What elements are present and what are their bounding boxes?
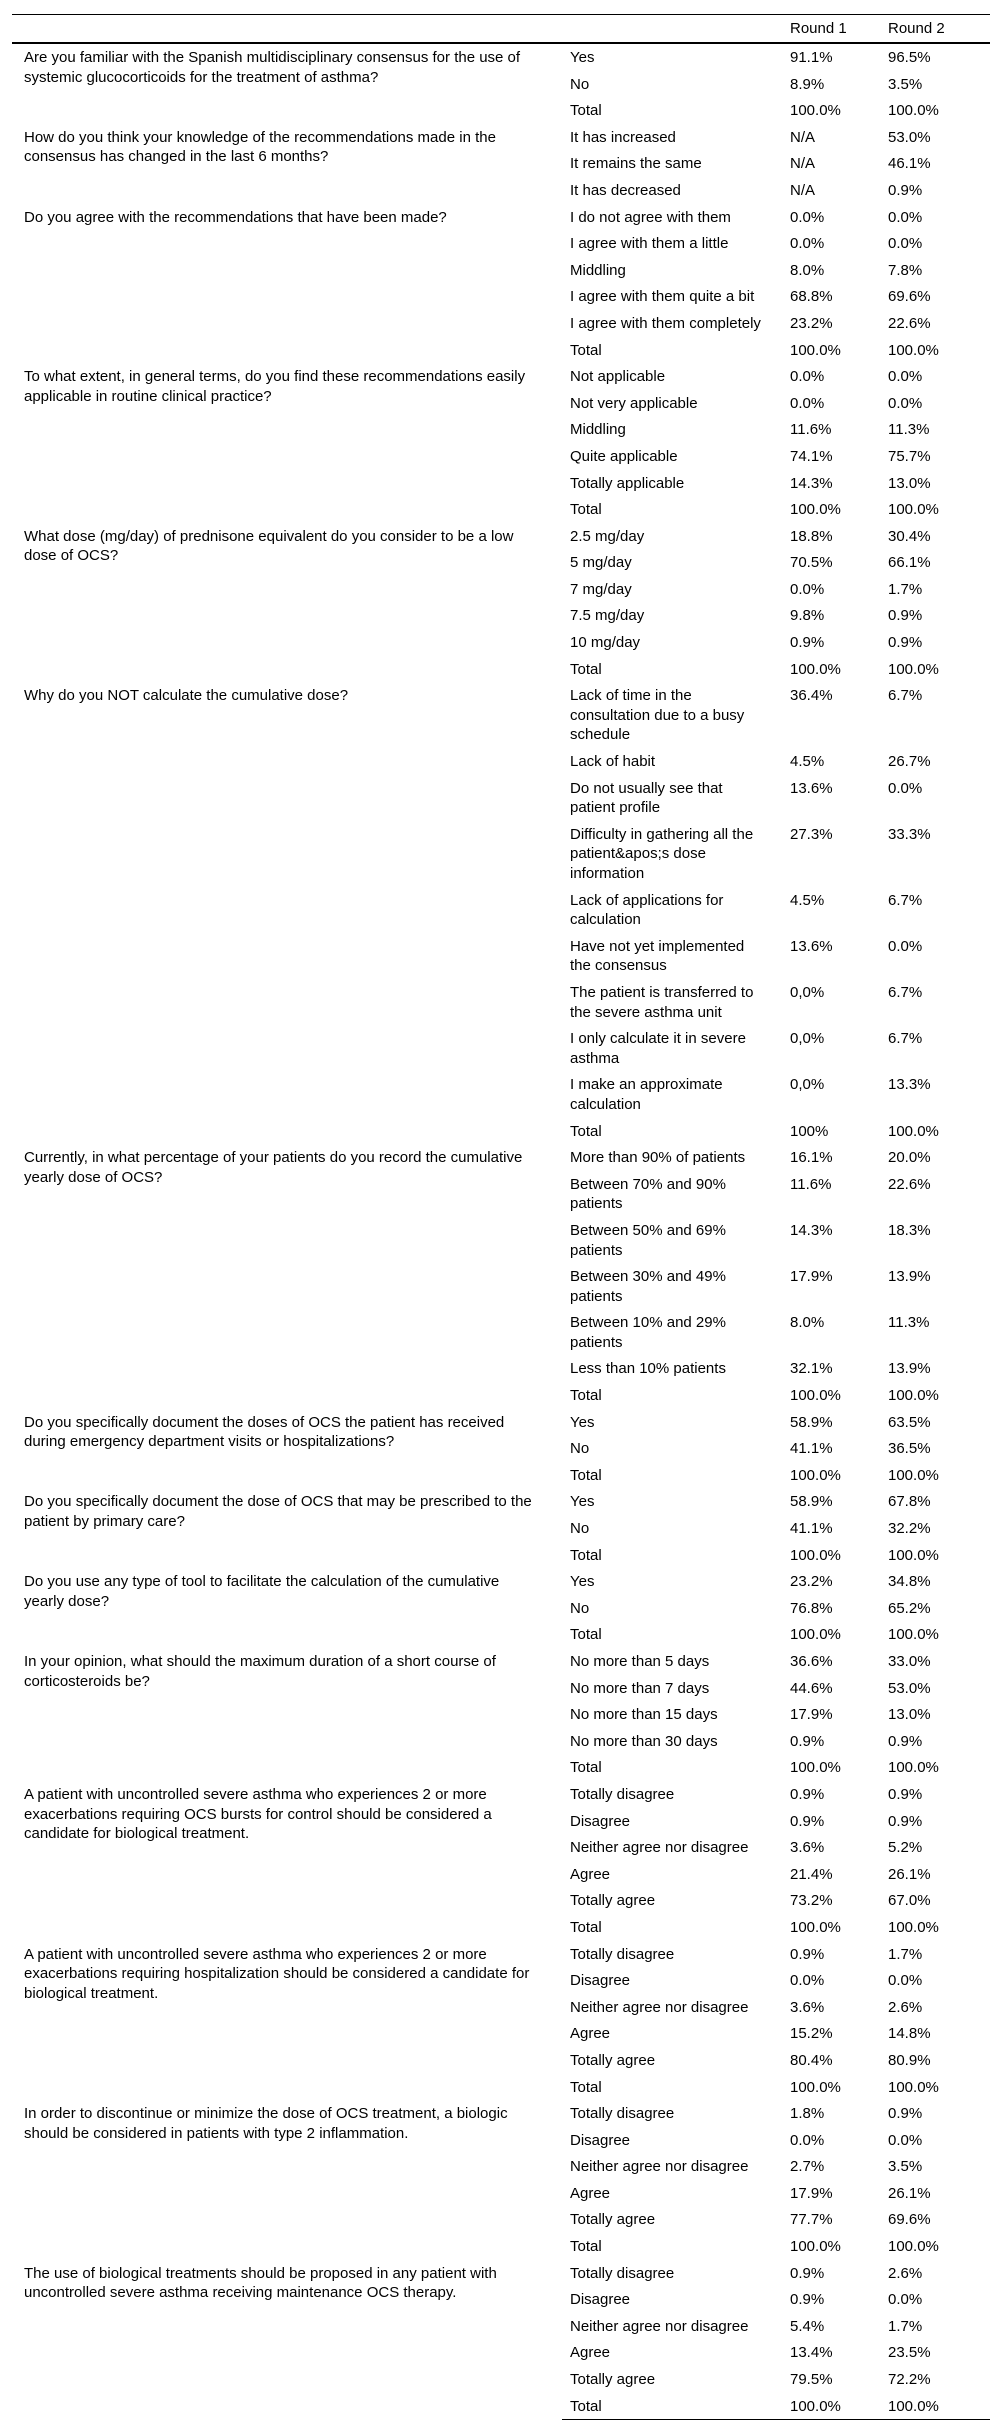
round-1-value: 41.1% (790, 1520, 833, 1538)
answer-option: Totally disagree (570, 1945, 675, 1963)
answer-option: Totally agree (570, 1892, 656, 1910)
answer-option: 2.5 mg/day (570, 527, 645, 545)
round-2-value: 1.7% (888, 1945, 923, 1963)
answer-option: Middling (570, 261, 626, 279)
table-row (12, 1648, 990, 1675)
round-1-value: 14.3% (790, 1221, 833, 1239)
round-1-value: 0.9% (790, 1945, 825, 1963)
round-1-value: 0,0% (790, 983, 825, 1001)
round-2-value: 26.1% (888, 1865, 931, 1883)
round-2-value: 34.8% (888, 1573, 931, 1591)
table-row (12, 682, 990, 748)
round-1-value: 18.8% (790, 527, 833, 545)
round-2-value: 30.4% (888, 527, 931, 545)
answer-option: Between 10% and 29% patients (570, 1314, 726, 1351)
round-1-value: 0.0% (790, 580, 825, 598)
answer-option: No (570, 75, 590, 93)
round-1-value: 100.0% (790, 1546, 841, 1564)
round-2-value: 72.2% (888, 2371, 931, 2389)
round-2-value: 100.0% (880, 2393, 990, 2420)
round-2-value: 20.0% (888, 1149, 931, 1167)
round-2-value: 100.0% (888, 2078, 939, 2096)
round-1-value: 2.7% (790, 2158, 825, 2176)
round-1-value: 100.0% (790, 341, 841, 359)
answer-option: Totally agree (570, 2371, 656, 2389)
answer-option: Totally agree (570, 2211, 656, 2229)
answer-option: More than 90% of patients (570, 1149, 746, 1167)
table-row (12, 204, 990, 231)
round-2-value: 0.0% (888, 235, 923, 253)
round-2-value: 53.0% (888, 128, 931, 146)
question-text: Currently, in what percentage of your patients do you record the cumulative yearly dose of OCS? (24, 1149, 523, 1186)
round-2-value: 69.6% (888, 288, 931, 306)
question-text: Do you specifically document the dose of OCS that may be prescribed to the patient by primary care? (24, 1493, 532, 1531)
round-2-value: 100.0% (888, 1122, 939, 1140)
question-text: A patient with uncontrolled severe asthma who experiences 2 or more exacerbations requiring hospitalization should be considered a candidate for biological treatment. (24, 1945, 530, 2002)
round-1-value: 1.8% (790, 2105, 825, 2123)
round-2-value: 18.3% (888, 1221, 931, 1239)
round-2-value: 13.9% (888, 1268, 931, 1286)
question-text: In your opinion, what should the maximum duration of a short course of corticosteroids be? (24, 1653, 496, 1690)
header-row (12, 15, 990, 44)
round-2-value: 6.7% (888, 1030, 923, 1048)
round-1-value: 17.9% (790, 2184, 833, 2202)
answer-option: Total (570, 501, 602, 519)
round-1-value: 41.1% (790, 1440, 833, 1458)
answer-option: No more than 30 days (570, 1732, 718, 1750)
round-2-value: 100.0% (888, 1387, 939, 1405)
round-1-value: 68.8% (790, 288, 833, 306)
round-1-value: 3.6% (790, 1998, 825, 2016)
round-1-value: 77.7% (790, 2211, 833, 2229)
round-1-value: 0,0% (790, 1076, 825, 1094)
round-2-value: 0.0% (888, 1972, 923, 1990)
answer-option: It has increased (570, 128, 676, 146)
answer-option: Yes (570, 1573, 595, 1591)
answer-option: Totally agree (570, 2051, 656, 2069)
round-2-value: 3.5% (888, 75, 923, 93)
answer-option: I agree with them quite a bit (570, 288, 755, 306)
answer-option: Do not usually see that patient profile (570, 779, 723, 817)
answer-option: Total (562, 2393, 782, 2420)
round-1-value: 36.4% (790, 687, 833, 705)
round-1-value: 44.6% (790, 1679, 833, 1697)
answer-option: Neither agree nor disagree (570, 1998, 749, 2016)
round-2-value: 11.3% (888, 1314, 930, 1332)
round-2-value: 14.8% (888, 2025, 931, 2043)
round-1-value: 0.9% (790, 1812, 825, 1830)
round-2-value: 1.7% (888, 2317, 923, 2335)
round-2-value: 32.2% (888, 1520, 931, 1538)
answer-option: 7 mg/day (570, 580, 632, 598)
round-1-value: 74.1% (790, 447, 833, 465)
answer-option: Disagree (570, 2131, 631, 2149)
answer-option: No more than 15 days (570, 1706, 718, 1724)
round-2-value: 0.9% (888, 634, 923, 652)
round-2-value: 65.2% (888, 1599, 931, 1617)
header-answer (562, 15, 782, 44)
question-text: What dose (mg/day) of prednisone equivalent do you consider to be a low dose of OCS? (24, 527, 514, 565)
table-row (12, 1568, 990, 1595)
answer-option: No (570, 1599, 590, 1617)
round-2-value: 80.9% (888, 2051, 931, 2069)
table-row (12, 1488, 990, 1515)
round-1-value: 0.0% (790, 208, 825, 226)
answer-option: Total (570, 1626, 602, 1644)
round-2-value: 7.8% (888, 261, 923, 279)
question-text: How do you think your knowledge of the recommendations made in the consensus has changed in the last 6 months? (24, 128, 496, 166)
answer-option: It remains the same (570, 155, 702, 173)
answer-option: No (570, 1440, 590, 1458)
round-1-value: 58.9% (790, 1413, 833, 1431)
round-1-value: 0.0% (790, 1972, 825, 1990)
answer-option: 5 mg/day (570, 554, 632, 572)
round-2-value: 0.0% (888, 779, 923, 797)
round-1-value: 17.9% (790, 1706, 833, 1724)
round-1-value: 100.0% (790, 660, 841, 678)
round-2-value: 0.0% (888, 394, 923, 412)
round-2-value: 3.5% (888, 2158, 923, 2176)
round-2-value: 13.0% (888, 474, 931, 492)
round-2-value: 23.5% (888, 2344, 931, 2362)
round-2-value: 100.0% (888, 1759, 939, 1777)
round-2-value: 5.2% (888, 1839, 923, 1857)
header-round-1: Round 1 (782, 15, 880, 44)
round-2-value: 0.0% (888, 937, 923, 955)
answer-option: Total (570, 2078, 602, 2096)
round-1-value: 0.9% (790, 2264, 825, 2282)
answer-option: Quite applicable (570, 447, 678, 465)
round-1-value: 100.0% (782, 2393, 880, 2420)
round-1-value: 0.9% (790, 1785, 825, 1803)
round-2-value: 2.6% (888, 2264, 923, 2282)
round-2-value: 13.3% (888, 1076, 931, 1094)
round-2-value: 100.0% (888, 2238, 939, 2256)
round-1-value: 3.6% (790, 1839, 825, 1857)
answer-option: Totally disagree (570, 1785, 675, 1803)
answer-option: 10 mg/day (570, 634, 641, 652)
round-2-value: 66.1% (888, 554, 931, 572)
round-2-value: 0.0% (888, 2131, 923, 2149)
table-row (12, 1409, 990, 1436)
round-1-value: 0,0% (790, 1030, 825, 1048)
round-2-value: 53.0% (888, 1679, 931, 1697)
answer-option: Total (570, 2238, 602, 2256)
round-2-value: 100.0% (888, 501, 939, 519)
round-2-value: 100.0% (888, 1918, 939, 1936)
round-2-value: 100.0% (888, 1466, 939, 1484)
round-2-value: 1.7% (888, 580, 923, 598)
round-1-value: 13.4% (790, 2344, 833, 2362)
answer-option: Have not yet implemented the consensus (570, 937, 745, 975)
round-1-value: 9.8% (790, 607, 825, 625)
round-1-value: 15.2% (790, 2025, 833, 2043)
round-2-value: 100.0% (888, 341, 939, 359)
round-1-value: 0.0% (790, 394, 825, 412)
round-1-value: 100.0% (790, 1626, 841, 1644)
round-2-value: 67.8% (888, 1493, 931, 1511)
answer-option: 7.5 mg/day (570, 607, 645, 625)
answer-option: Total (570, 1122, 602, 1140)
round-1-value: 91.1% (790, 49, 833, 66)
round-1-value: 100.0% (790, 1466, 841, 1484)
round-2-value: 63.5% (888, 1413, 931, 1431)
round-1-value: N/A (790, 128, 816, 146)
table-row (12, 523, 990, 550)
answer-option: Disagree (570, 1812, 631, 1830)
round-1-value: 100.0% (790, 1387, 841, 1405)
round-2-value: 0.9% (888, 1812, 923, 1830)
table-row (12, 363, 990, 390)
answer-option: Lack of habit (570, 753, 656, 771)
question-text: In order to discontinue or minimize the dose of OCS treatment, a biologic should be considered in patients with type 2 inflammation. (24, 2105, 508, 2142)
answer-option: Neither agree nor disagree (570, 1839, 749, 1857)
answer-option: Neither agree nor disagree (570, 2317, 749, 2335)
round-2-value: 0.9% (888, 2105, 923, 2123)
answer-option: Yes (570, 1493, 595, 1511)
question-text: Do you use any type of tool to facilitate the calculation of the cumulative yearly dose? (24, 1573, 500, 1610)
answer-option: Lack of applications for calculation (570, 891, 724, 929)
round-1-value: 4.5% (790, 753, 825, 771)
table-row (12, 2260, 990, 2287)
round-1-value: 8.0% (790, 261, 825, 279)
round-1-value: 58.9% (790, 1493, 833, 1511)
round-1-value: 23.2% (790, 1573, 833, 1591)
round-2-value: 2.6% (888, 1998, 923, 2016)
answer-option: Total (570, 1918, 602, 1936)
answer-option: The patient is transferred to the severe asthma unit (570, 983, 754, 1021)
answer-option: Agree (570, 1865, 611, 1883)
round-1-value: 79.5% (790, 2371, 833, 2389)
round-2-value: 22.6% (888, 314, 931, 332)
round-2-value: 26.1% (888, 2184, 931, 2202)
round-1-value: 100.0% (790, 1918, 841, 1936)
round-1-value: 21.4% (790, 1865, 833, 1883)
round-1-value: N/A (790, 181, 816, 199)
answer-option: Disagree (570, 2291, 631, 2309)
round-1-value: 76.8% (790, 1599, 833, 1617)
round-1-value: 100.0% (790, 2238, 841, 2256)
table-body (12, 43, 990, 2420)
round-2-value: 0.0% (888, 208, 923, 226)
answer-option: No more than 7 days (570, 1679, 710, 1697)
answer-option: Neither agree nor disagree (570, 2158, 749, 2176)
answer-option: Total (570, 1759, 602, 1777)
answer-option: Between 30% and 49% patients (570, 1268, 726, 1305)
round-2-value: 0.0% (888, 2291, 923, 2309)
round-2-value: 67.0% (888, 1892, 931, 1910)
answer-option: Total (570, 102, 602, 120)
round-1-value: 100% (790, 1122, 829, 1140)
answer-option: No more than 5 days (570, 1653, 710, 1670)
answer-option: Agree (570, 2025, 611, 2043)
round-1-value: 11.6% (790, 421, 832, 439)
answer-option: Lack of time in the consultation due to a busy schedule (570, 687, 745, 744)
table-row (12, 1941, 990, 1968)
answer-option: Not applicable (570, 368, 666, 386)
table-row (12, 124, 990, 151)
answer-option: Not very applicable (570, 394, 698, 412)
question-text: Are you familiar with the Spanish multidisciplinary consensus for the use of systemic glucocorticoids for the treatment of asthma? (24, 49, 521, 86)
round-2-value: 0.9% (888, 607, 923, 625)
answer-option: No (570, 1520, 590, 1538)
round-2-value: 0.9% (888, 1785, 923, 1803)
answer-option: Yes (570, 49, 595, 66)
round-2-value: 69.6% (888, 2211, 931, 2229)
round-1-value: 36.6% (790, 1653, 833, 1670)
answer-option: Middling (570, 421, 626, 439)
round-2-value: 100.0% (888, 1546, 939, 1564)
answer-option: Total (570, 1466, 602, 1484)
answer-option: Total (570, 660, 602, 678)
round-1-value: 0.0% (790, 235, 825, 253)
answer-option: Totally applicable (570, 474, 685, 492)
round-2-value: 13.0% (888, 1706, 931, 1724)
round-2-value: 33.3% (888, 825, 931, 843)
question-text: Why do you NOT calculate the cumulative dose? (24, 687, 349, 705)
table-row (12, 1781, 990, 1808)
round-1-value: 13.6% (790, 937, 833, 955)
answer-option: It has decreased (570, 181, 681, 199)
round-2-value: 46.1% (888, 155, 931, 173)
round-2-value: 6.7% (888, 687, 923, 705)
round-2-value: 100.0% (888, 1626, 939, 1644)
round-2-value: 26.7% (888, 753, 931, 771)
answer-option: Between 70% and 90% patients (570, 1175, 726, 1213)
round-1-value: 8.0% (790, 1314, 825, 1332)
survey-results-table (12, 14, 990, 2420)
question-text: Do you specifically document the doses of OCS the patient has received during emergency department visits or hospitalizations? (24, 1413, 505, 1451)
question-text: Do you agree with the recommendations that have been made? (24, 208, 447, 226)
question-text: A patient with uncontrolled severe asthma who experiences 2 or more exacerbations requiring OCS bursts for control should be considered a candidate for biological treatment. (24, 1785, 492, 1843)
round-1-value: 13.6% (790, 779, 833, 797)
answer-option: I agree with them a little (570, 235, 729, 253)
round-2-value: 96.5% (888, 49, 931, 66)
table-row (12, 43, 990, 71)
answer-option: Total (570, 1387, 602, 1405)
round-1-value: 0.0% (790, 2131, 825, 2149)
answer-option: I make an approximate calculation (570, 1076, 723, 1113)
round-2-value: 0.9% (888, 1732, 923, 1750)
round-1-value: 0.0% (790, 368, 825, 386)
round-1-value: 100.0% (790, 501, 841, 519)
answer-option: I agree with them completely (570, 314, 761, 332)
header-question (12, 15, 562, 44)
round-1-value: 0.9% (790, 634, 825, 652)
round-1-value: 70.5% (790, 554, 833, 572)
round-2-value: 100.0% (888, 102, 939, 120)
round-1-value: 100.0% (790, 2078, 841, 2096)
round-2-value: 11.3% (888, 421, 930, 439)
round-1-value: 32.1% (790, 1360, 833, 1378)
round-1-value: 11.6% (790, 1175, 832, 1193)
answer-option: Yes (570, 1413, 595, 1431)
round-2-value: 13.9% (888, 1360, 931, 1378)
round-1-value: 16.1% (790, 1149, 833, 1167)
answer-option: Disagree (570, 1972, 631, 1990)
round-2-value: 100.0% (888, 660, 939, 678)
round-2-value: 22.6% (888, 1175, 931, 1193)
round-2-value: 75.7% (888, 447, 931, 465)
answer-option: I do not agree with them (570, 208, 731, 226)
answer-option: Totally disagree (570, 2264, 675, 2282)
round-1-value: 14.3% (790, 474, 833, 492)
round-1-value: 17.9% (790, 1268, 833, 1286)
round-1-value: 73.2% (790, 1892, 833, 1910)
answer-option: I only calculate it in severe asthma (570, 1030, 746, 1067)
round-2-value: 0.9% (888, 181, 923, 199)
round-2-value: 36.5% (888, 1440, 931, 1458)
round-1-value: 100.0% (790, 102, 841, 120)
answer-option: Less than 10% patients (570, 1360, 726, 1378)
question-text: The use of biological treatments should be proposed in any patient with uncontrolled severe asthma receiving maintenance OCS therapy. (24, 2264, 497, 2302)
table-row (12, 2100, 990, 2127)
round-1-value: 4.5% (790, 891, 825, 909)
round-1-value: N/A (790, 155, 816, 173)
round-1-value: 80.4% (790, 2051, 833, 2069)
header-round-2: Round 2 (880, 15, 990, 44)
answer-option: Totally disagree (570, 2105, 675, 2123)
round-1-value: 27.3% (790, 825, 833, 843)
round-1-value: 0.9% (790, 1732, 825, 1750)
answer-option: Between 50% and 69% patients (570, 1221, 726, 1259)
round-2-value: 33.0% (888, 1653, 931, 1670)
round-1-value: 8.9% (790, 75, 825, 93)
round-2-value: 0.0% (888, 368, 923, 386)
answer-option: Difficulty in gathering all the patient&apos;s dose information (570, 825, 754, 882)
round-1-value: 0.9% (790, 2291, 825, 2309)
table-header (12, 15, 990, 44)
answer-option: Total (570, 1546, 602, 1564)
round-1-value: 100.0% (790, 1759, 841, 1777)
table-row (12, 1144, 990, 1171)
question-text: To what extent, in general terms, do you find these recommendations easily applicable in routine clinical practice? (24, 368, 526, 405)
answer-option: Agree (570, 2184, 611, 2202)
round-1-value: 23.2% (790, 314, 833, 332)
answer-option: Total (570, 341, 602, 359)
answer-option: Agree (570, 2344, 611, 2362)
round-2-value: 6.7% (888, 891, 923, 909)
round-1-value: 5.4% (790, 2317, 825, 2335)
round-2-value: 6.7% (888, 983, 923, 1001)
